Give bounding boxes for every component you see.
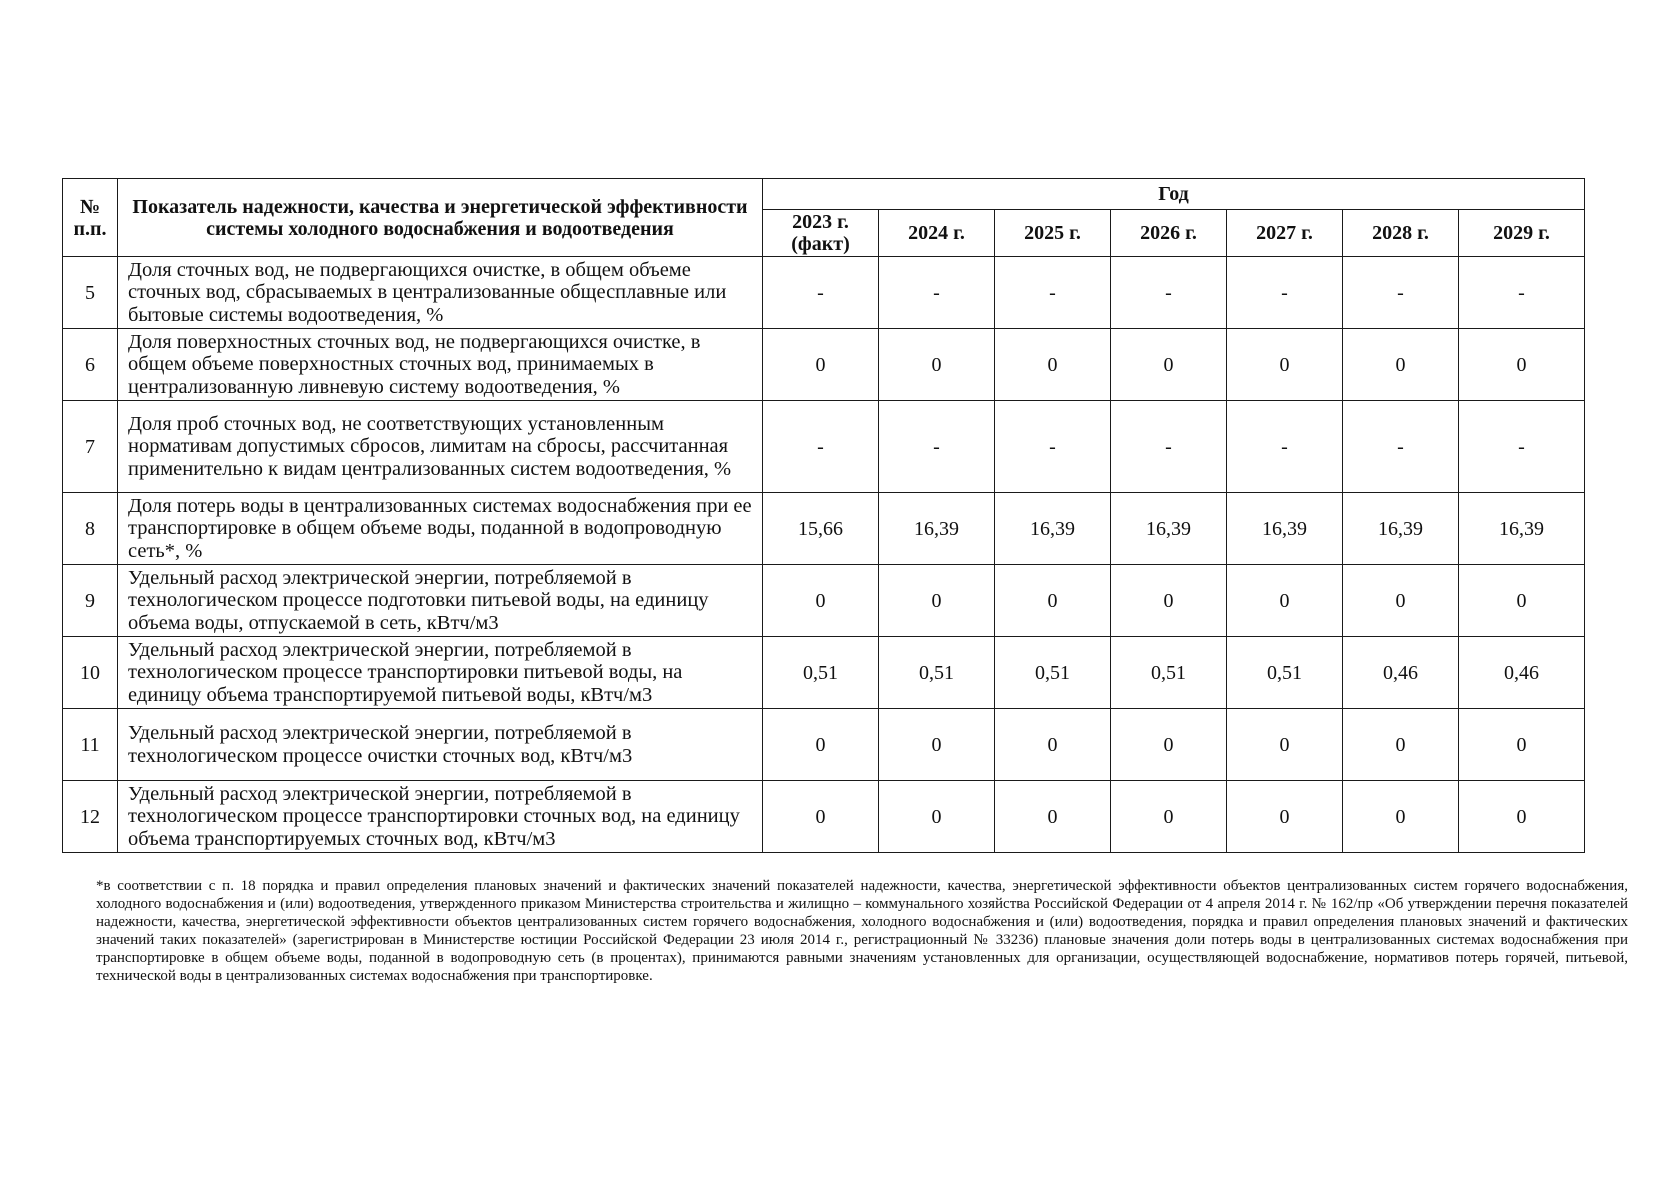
value-cell: 16,39 bbox=[1111, 493, 1227, 565]
indicator-name: Удельный расход электрической энергии, потребляемой в технологическом процессе транспортировки сточных вод, на единицу объема транспортируемых сточных вод, кВтч/м3 bbox=[118, 781, 763, 853]
value-cell: 0,46 bbox=[1459, 637, 1585, 709]
indicator-name: Доля поверхностных сточных вод, не подвергающихся очистке, в общем объеме поверхностных сточных вод, принимаемых в централизованную ливневую систему водоотведения, % bbox=[118, 329, 763, 401]
value-cell: 0 bbox=[879, 709, 995, 781]
value-cell: 0,46 bbox=[1343, 637, 1459, 709]
table-row bbox=[63, 637, 1585, 709]
row-number: 6 bbox=[63, 329, 118, 401]
value-cell: 16,39 bbox=[879, 493, 995, 565]
row-number: 11 bbox=[63, 709, 118, 781]
value-cell: 0 bbox=[763, 709, 879, 781]
indicator-name: Доля проб сточных вод, не соответствующих установленным нормативам допустимых сбросов, лимитам на сбросы, рассчитанная применительно к видам централизованных систем водоотведения, % bbox=[118, 401, 763, 493]
header-year-2029: 2029 г. bbox=[1459, 210, 1585, 257]
value-cell: 0,51 bbox=[763, 637, 879, 709]
value-cell: - bbox=[879, 257, 995, 329]
indicator-name: Удельный расход электрической энергии, потребляемой в технологическом процессе транспортировки питьевой воды, на единицу объема транспортируемой питьевой воды, кВтч/м3 bbox=[118, 637, 763, 709]
value-cell: 0 bbox=[1227, 709, 1343, 781]
value-cell: 0 bbox=[879, 329, 995, 401]
header-year-2027: 2027 г. bbox=[1227, 210, 1343, 257]
header-year-2028: 2028 г. bbox=[1343, 210, 1459, 257]
table-row bbox=[63, 329, 1585, 401]
table-row bbox=[63, 401, 1585, 493]
value-cell: 0,51 bbox=[1111, 637, 1227, 709]
value-cell: - bbox=[1111, 257, 1227, 329]
value-cell: - bbox=[763, 257, 879, 329]
value-cell: 0 bbox=[1111, 781, 1227, 853]
header-year-group: Год bbox=[763, 179, 1585, 210]
row-number: 9 bbox=[63, 565, 118, 637]
header-year-2023: 2023 г. (факт) bbox=[763, 210, 879, 257]
value-cell: - bbox=[763, 401, 879, 493]
indicators-table bbox=[62, 178, 1585, 853]
value-cell: 0 bbox=[1227, 565, 1343, 637]
header-num: № п.п. bbox=[63, 179, 118, 257]
value-cell: 16,39 bbox=[995, 493, 1111, 565]
value-cell: 0 bbox=[1111, 329, 1227, 401]
value-cell: - bbox=[1111, 401, 1227, 493]
indicator-name: Доля потерь воды в централизованных системах водоснабжения при ее транспортировке в общем объеме воды, поданной в водопроводную сеть*, % bbox=[118, 493, 763, 565]
header-year-2024: 2024 г. bbox=[879, 210, 995, 257]
value-cell: 0,51 bbox=[995, 637, 1111, 709]
value-cell: - bbox=[1343, 257, 1459, 329]
value-cell: 0 bbox=[879, 781, 995, 853]
value-cell: 0 bbox=[763, 565, 879, 637]
value-cell: 0 bbox=[995, 781, 1111, 853]
indicator-name: Удельный расход электрической энергии, потребляемой в технологическом процессе очистки сточных вод, кВтч/м3 bbox=[118, 709, 763, 781]
value-cell: 0 bbox=[1227, 781, 1343, 853]
value-cell: 16,39 bbox=[1343, 493, 1459, 565]
indicator-name: Доля сточных вод, не подвергающихся очистке, в общем объеме сточных вод, сбрасываемых в централизованные общесплавные или бытовые системы водоотведения, % bbox=[118, 257, 763, 329]
value-cell: 16,39 bbox=[1227, 493, 1343, 565]
table-row bbox=[63, 709, 1585, 781]
value-cell: 0 bbox=[1111, 565, 1227, 637]
value-cell: 0,51 bbox=[1227, 637, 1343, 709]
value-cell: - bbox=[1227, 257, 1343, 329]
value-cell: 0 bbox=[763, 781, 879, 853]
value-cell: 16,39 bbox=[1459, 493, 1585, 565]
value-cell: 0 bbox=[1227, 329, 1343, 401]
value-cell: 0 bbox=[1111, 709, 1227, 781]
header-row-top bbox=[63, 179, 1585, 210]
value-cell: 15,66 bbox=[763, 493, 879, 565]
value-cell: 0 bbox=[995, 565, 1111, 637]
value-cell: - bbox=[995, 257, 1111, 329]
value-cell: 0 bbox=[995, 329, 1111, 401]
table-row bbox=[63, 257, 1585, 329]
value-cell: - bbox=[1343, 401, 1459, 493]
footnote-text: *в соответствии с п. 18 порядка и правил определения плановых значений и фактических значений показателей надежности, качества, энергетической эффективности объектов централизованных систем горячего водоснабжения, холодного водоснабжения и (или) водоотведения, утвержденного приказом Министерства строительства и жилищно – коммунального хозяйства Российской Федерации от 4 апреля 2014 г. № 162/пр «Об утверждении перечня показателей надежности, качества, энергетической эффективности объектов централизованных систем горячего водоснабжения, холодного водоснабжения и (или) водоотведения, порядка и правил определения плановых значений и фактических значений таких показателей» (зарегистрирован в Министерстве юстиции Российской Федерации 23 июля 2014 г., регистрационный № 33236) плановые значения доли потерь воды в централизованных системах водоснабжения при транспортировке в общем объеме воды, поданной в водопроводную сеть (в процентах), принимаются равными значениям установленных для организации, осуществляющей водоснабжение, нормативов потерь горячей, питьевой, технической воды в централизованных системах водоснабжения при транспортировке. bbox=[96, 878, 1628, 984]
row-number: 5 bbox=[63, 257, 118, 329]
value-cell: 0 bbox=[1343, 781, 1459, 853]
row-number: 8 bbox=[63, 493, 118, 565]
row-number: 7 bbox=[63, 401, 118, 493]
value-cell: - bbox=[1459, 401, 1585, 493]
value-cell: - bbox=[995, 401, 1111, 493]
table-row bbox=[63, 493, 1585, 565]
indicator-name: Удельный расход электрической энергии, потребляемой в технологическом процессе подготовки питьевой воды, на единицу объема воды, отпускаемой в сеть, кВтч/м3 bbox=[118, 565, 763, 637]
table-row bbox=[63, 781, 1585, 853]
value-cell: - bbox=[1227, 401, 1343, 493]
header-year-2025: 2025 г. bbox=[995, 210, 1111, 257]
value-cell: 0,51 bbox=[879, 637, 995, 709]
row-number: 12 bbox=[63, 781, 118, 853]
table-header bbox=[63, 179, 1585, 257]
value-cell: 0 bbox=[1343, 709, 1459, 781]
table-row bbox=[63, 565, 1585, 637]
value-cell: 0 bbox=[763, 329, 879, 401]
value-cell: 0 bbox=[879, 565, 995, 637]
value-cell: 0 bbox=[1459, 565, 1585, 637]
table-body bbox=[63, 257, 1585, 853]
value-cell: 0 bbox=[1343, 329, 1459, 401]
value-cell: 0 bbox=[1343, 565, 1459, 637]
header-year-2026: 2026 г. bbox=[1111, 210, 1227, 257]
row-number: 10 bbox=[63, 637, 118, 709]
header-indicator: Показатель надежности, качества и энергетической эффективности системы холодного водоснабжения и водоотведения bbox=[118, 179, 763, 257]
value-cell: 0 bbox=[1459, 329, 1585, 401]
value-cell: - bbox=[1459, 257, 1585, 329]
value-cell: 0 bbox=[995, 709, 1111, 781]
value-cell: 0 bbox=[1459, 781, 1585, 853]
value-cell: - bbox=[879, 401, 995, 493]
value-cell: 0 bbox=[1459, 709, 1585, 781]
